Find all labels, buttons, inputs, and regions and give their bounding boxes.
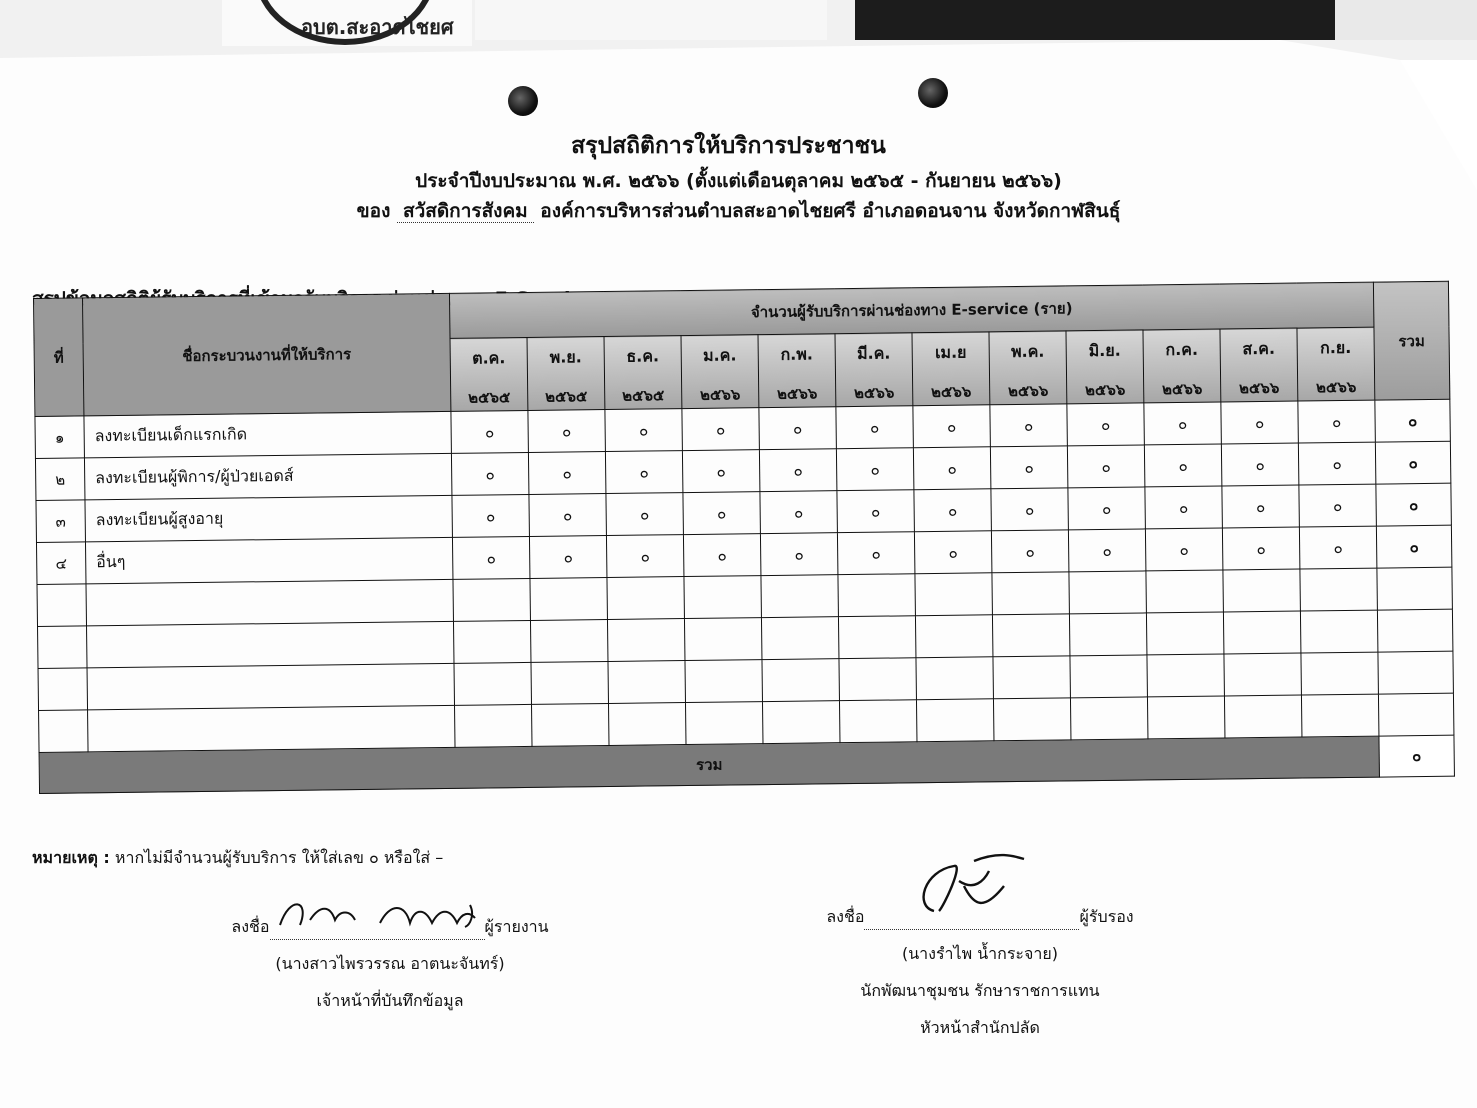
month-value	[762, 701, 840, 744]
month-value: ๐	[683, 492, 761, 535]
month-value: ๐	[451, 410, 529, 453]
service-name	[86, 579, 453, 625]
month-header	[527, 337, 605, 411]
service-name	[87, 621, 454, 667]
sign-prefix: ลงชื่อ	[231, 917, 270, 936]
column-header-name: ชื่อกระบวนงานที่ให้บริการ	[83, 293, 451, 415]
month-value	[1300, 568, 1378, 611]
service-name	[88, 705, 455, 751]
service-name: อื่นๆ	[85, 537, 452, 583]
month-value	[838, 574, 916, 617]
signer-name: (นางสาวไพรวรรณ อาตนะจันทร์)	[275, 954, 505, 973]
signer-name: (นางรำไพ น้ำกระจาย)	[901, 944, 1058, 963]
month-value: ๐	[913, 447, 991, 490]
seal-text: อบต.สะอาดไชยศ	[301, 15, 454, 39]
row-number: ๓	[36, 500, 86, 543]
month-value	[1223, 611, 1301, 654]
month-value	[685, 660, 763, 703]
month-value	[530, 578, 608, 621]
month-value	[1147, 696, 1225, 739]
month-value: ๐	[682, 408, 760, 451]
month-value	[1224, 695, 1302, 738]
month-value	[1301, 652, 1379, 695]
month-value	[761, 575, 839, 618]
month-value: ๐	[914, 489, 992, 532]
service-name: ลงทะเบียนผู้สูงอายุ	[85, 495, 452, 541]
month-value: ๐	[605, 409, 683, 452]
month-value	[684, 576, 762, 619]
month-value: ๐	[682, 450, 760, 493]
year-label: ๒๕๖๕	[468, 387, 511, 407]
handwritten-signature	[270, 917, 485, 940]
punch-hole	[918, 78, 948, 108]
month-value	[761, 617, 839, 660]
month-value: ๐	[836, 406, 914, 449]
column-group-header: จำนวนผู้รับบริการผ่านช่องทาง E-service (ราย)	[449, 282, 1373, 338]
month-value	[839, 700, 917, 743]
month-value	[455, 704, 533, 747]
year-label: ๒๕๖๖	[1315, 377, 1357, 396]
month-header	[912, 332, 990, 406]
background-right-area	[1335, 0, 1477, 40]
year-label: ๒๕๖๕	[545, 386, 588, 406]
column-header-total: รวม	[1373, 281, 1449, 400]
month-label: ก.ย.	[1319, 337, 1352, 357]
signature-scribble	[270, 895, 500, 935]
month-value: ๐	[990, 446, 1068, 489]
month-value: ๐	[760, 533, 838, 576]
month-header	[1143, 329, 1221, 403]
row-total	[1378, 651, 1454, 694]
row-number: ๔	[36, 542, 86, 585]
row-total: ๐	[1375, 441, 1451, 484]
division-name: สวัสดิการสังคม	[397, 200, 534, 223]
month-value: ๐	[913, 405, 991, 448]
column-header-no: ที่	[34, 298, 84, 417]
month-value: ๐	[1145, 528, 1223, 571]
month-value	[1069, 613, 1147, 656]
month-label: ก.ค.	[1165, 339, 1199, 359]
footnote	[32, 846, 443, 871]
row-number	[39, 710, 89, 753]
signature-scribble	[904, 851, 1044, 921]
month-value: ๐	[528, 410, 606, 453]
month-value	[993, 698, 1071, 741]
year-label: ๒๕๖๖	[930, 382, 972, 401]
month-value	[532, 703, 610, 746]
row-total	[1378, 693, 1454, 736]
month-value: ๐	[760, 491, 838, 534]
month-value: ๐	[452, 536, 530, 579]
punch-hole	[508, 86, 538, 116]
signer-position-2: หัวหน้าสำนักปลัด	[920, 1018, 1040, 1037]
month-label: ต.ค.	[472, 347, 506, 368]
month-value	[762, 659, 840, 702]
sum-label: รวม	[39, 736, 1379, 793]
month-value: ๐	[991, 488, 1069, 531]
month-label: มี.ค.	[856, 343, 891, 363]
organization-name: องค์การบริหารส่วนตำบลสะอาดไชยศรี อำเภอดอนจาน จังหวัดกาฬสินธุ์	[540, 200, 1121, 222]
year-label: ๒๕๖๖	[1084, 380, 1126, 399]
month-value: ๐	[1221, 443, 1299, 486]
month-header	[758, 334, 836, 408]
month-value	[993, 656, 1071, 699]
month-value	[531, 662, 609, 705]
month-value: ๐	[836, 448, 914, 491]
month-label: ธ.ค.	[626, 345, 660, 366]
year-label: ๒๕๖๖	[776, 383, 818, 403]
sign-prefix: ลงชื่อ	[826, 907, 865, 926]
month-value: ๐	[452, 494, 530, 537]
month-value	[1300, 610, 1378, 653]
signature-line	[800, 905, 1160, 930]
month-header	[989, 331, 1067, 405]
month-value: ๐	[683, 534, 761, 577]
month-value	[916, 699, 994, 742]
month-value: ๐	[990, 404, 1068, 447]
month-value: ๐	[1145, 486, 1223, 529]
month-label: พ.ค.	[1010, 341, 1045, 361]
month-value: ๐	[1068, 487, 1146, 530]
year-label: ๒๕๖๖	[1007, 381, 1049, 400]
month-header	[450, 337, 528, 411]
month-label: ส.ค.	[1242, 338, 1276, 358]
row-total: ๐	[1376, 483, 1452, 526]
month-value: ๐	[1221, 401, 1299, 444]
month-value	[838, 616, 916, 659]
row-number: ๑	[35, 416, 85, 459]
year-label: ๒๕๖๖	[853, 382, 895, 402]
month-value: ๐	[606, 493, 684, 536]
month-value	[992, 614, 1070, 657]
month-value	[608, 661, 686, 704]
month-value	[454, 662, 532, 705]
month-header	[604, 336, 682, 410]
row-total: ๐	[1376, 525, 1452, 568]
month-value	[839, 658, 917, 701]
footnote-text: หากไม่มีจำนวนผู้รับบริการ ให้ใส่เลข ๐ หรือใส่ –	[114, 848, 444, 867]
month-value: ๐	[991, 530, 1069, 573]
month-value	[453, 578, 531, 621]
service-name: ลงทะเบียนเด็กแรกเกิด	[84, 411, 451, 457]
month-value: ๐	[1144, 444, 1222, 487]
footnote-label: หมายเหตุ :	[32, 848, 110, 867]
row-number	[37, 584, 87, 627]
signature-block-certifier	[800, 905, 1160, 1053]
month-value: ๐	[1144, 402, 1222, 445]
role-suffix: ผู้รับรอง	[1079, 907, 1134, 926]
row-total	[1377, 609, 1453, 652]
month-label: พ.ย.	[549, 346, 582, 367]
row-number: ๒	[35, 458, 85, 501]
month-label: เม.ย	[934, 342, 967, 362]
month-value: ๐	[529, 494, 607, 537]
month-value	[1070, 697, 1148, 740]
service-name	[87, 663, 454, 709]
month-value: ๐	[759, 449, 837, 492]
month-header	[1066, 330, 1144, 404]
row-total: ๐	[1375, 399, 1451, 442]
signer-position: นักพัฒนาชุมชน รักษาราชการแทน	[860, 981, 1100, 1000]
month-value: ๐	[837, 532, 915, 575]
background-card	[475, 0, 827, 40]
month-value: ๐	[1299, 526, 1377, 569]
year-label: ๒๕๖๖	[1161, 379, 1203, 398]
month-value	[530, 620, 608, 663]
role-suffix: ผู้รายงาน	[484, 917, 549, 936]
document-owner-line	[0, 196, 1477, 226]
table-body	[35, 399, 1455, 793]
handwritten-signature	[864, 907, 1079, 930]
row-number	[38, 668, 88, 711]
year-label: ๒๕๖๖	[1238, 378, 1280, 397]
document-title: สรุปสถิติการให้บริการประชาชน	[571, 133, 886, 159]
month-value	[916, 657, 994, 700]
month-header	[1220, 328, 1298, 402]
signer-position: เจ้าหน้าที่บันทึกข้อมูล	[316, 991, 464, 1010]
month-header	[835, 333, 913, 407]
month-value	[607, 619, 685, 662]
month-value: ๐	[914, 531, 992, 574]
background-dark-area	[855, 0, 1335, 40]
month-value	[915, 615, 993, 658]
of-prefix: ของ	[356, 200, 391, 222]
month-value: ๐	[837, 490, 915, 533]
month-value: ๐	[1298, 442, 1376, 485]
sum-total: ๐	[1379, 735, 1454, 777]
month-value: ๐	[1068, 529, 1146, 572]
statistics-table	[33, 281, 1455, 794]
month-value: ๐	[1067, 445, 1145, 488]
month-value	[1069, 571, 1147, 614]
month-header	[681, 335, 759, 409]
month-value: ๐	[606, 535, 684, 578]
month-value	[1301, 694, 1379, 737]
month-value: ๐	[1298, 400, 1376, 443]
month-value	[1147, 654, 1225, 697]
month-value	[1223, 569, 1301, 612]
month-header	[1297, 327, 1375, 401]
month-value: ๐	[451, 452, 529, 495]
month-value	[1070, 655, 1148, 698]
month-value	[685, 702, 763, 745]
year-label: ๒๕๖๖	[699, 384, 741, 404]
month-value	[607, 577, 685, 620]
month-value	[992, 572, 1070, 615]
month-value: ๐	[1299, 484, 1377, 527]
month-value: ๐	[605, 451, 683, 494]
signature-block-reporter	[210, 915, 570, 1026]
month-value	[915, 573, 993, 616]
month-value	[1146, 570, 1224, 613]
month-value	[453, 620, 531, 663]
service-name: ลงทะเบียนผู้พิการ/ผู้ป่วยเอดส์	[84, 453, 451, 499]
month-value	[608, 703, 686, 746]
month-value	[1224, 653, 1302, 696]
month-value: ๐	[759, 407, 837, 450]
month-value	[1146, 612, 1224, 655]
month-value: ๐	[1222, 527, 1300, 570]
row-number	[38, 626, 88, 669]
month-label: มิ.ย.	[1088, 340, 1121, 360]
signature-line	[210, 915, 570, 940]
row-total	[1377, 567, 1453, 610]
month-label: ม.ค.	[702, 344, 737, 365]
month-label: ก.พ.	[780, 343, 814, 364]
month-value: ๐	[529, 536, 607, 579]
month-value: ๐	[528, 452, 606, 495]
document-subtitle: ประจำปีงบประมาณ พ.ศ. ๒๕๖๖ (ตั้งแต่เดือนตุลาคม ๒๕๖๕ - กันยายน ๒๕๖๖)	[415, 170, 1062, 192]
month-value: ๐	[1222, 485, 1300, 528]
month-value	[684, 618, 762, 661]
year-label: ๒๕๖๕	[622, 385, 665, 405]
month-value: ๐	[1067, 403, 1145, 446]
